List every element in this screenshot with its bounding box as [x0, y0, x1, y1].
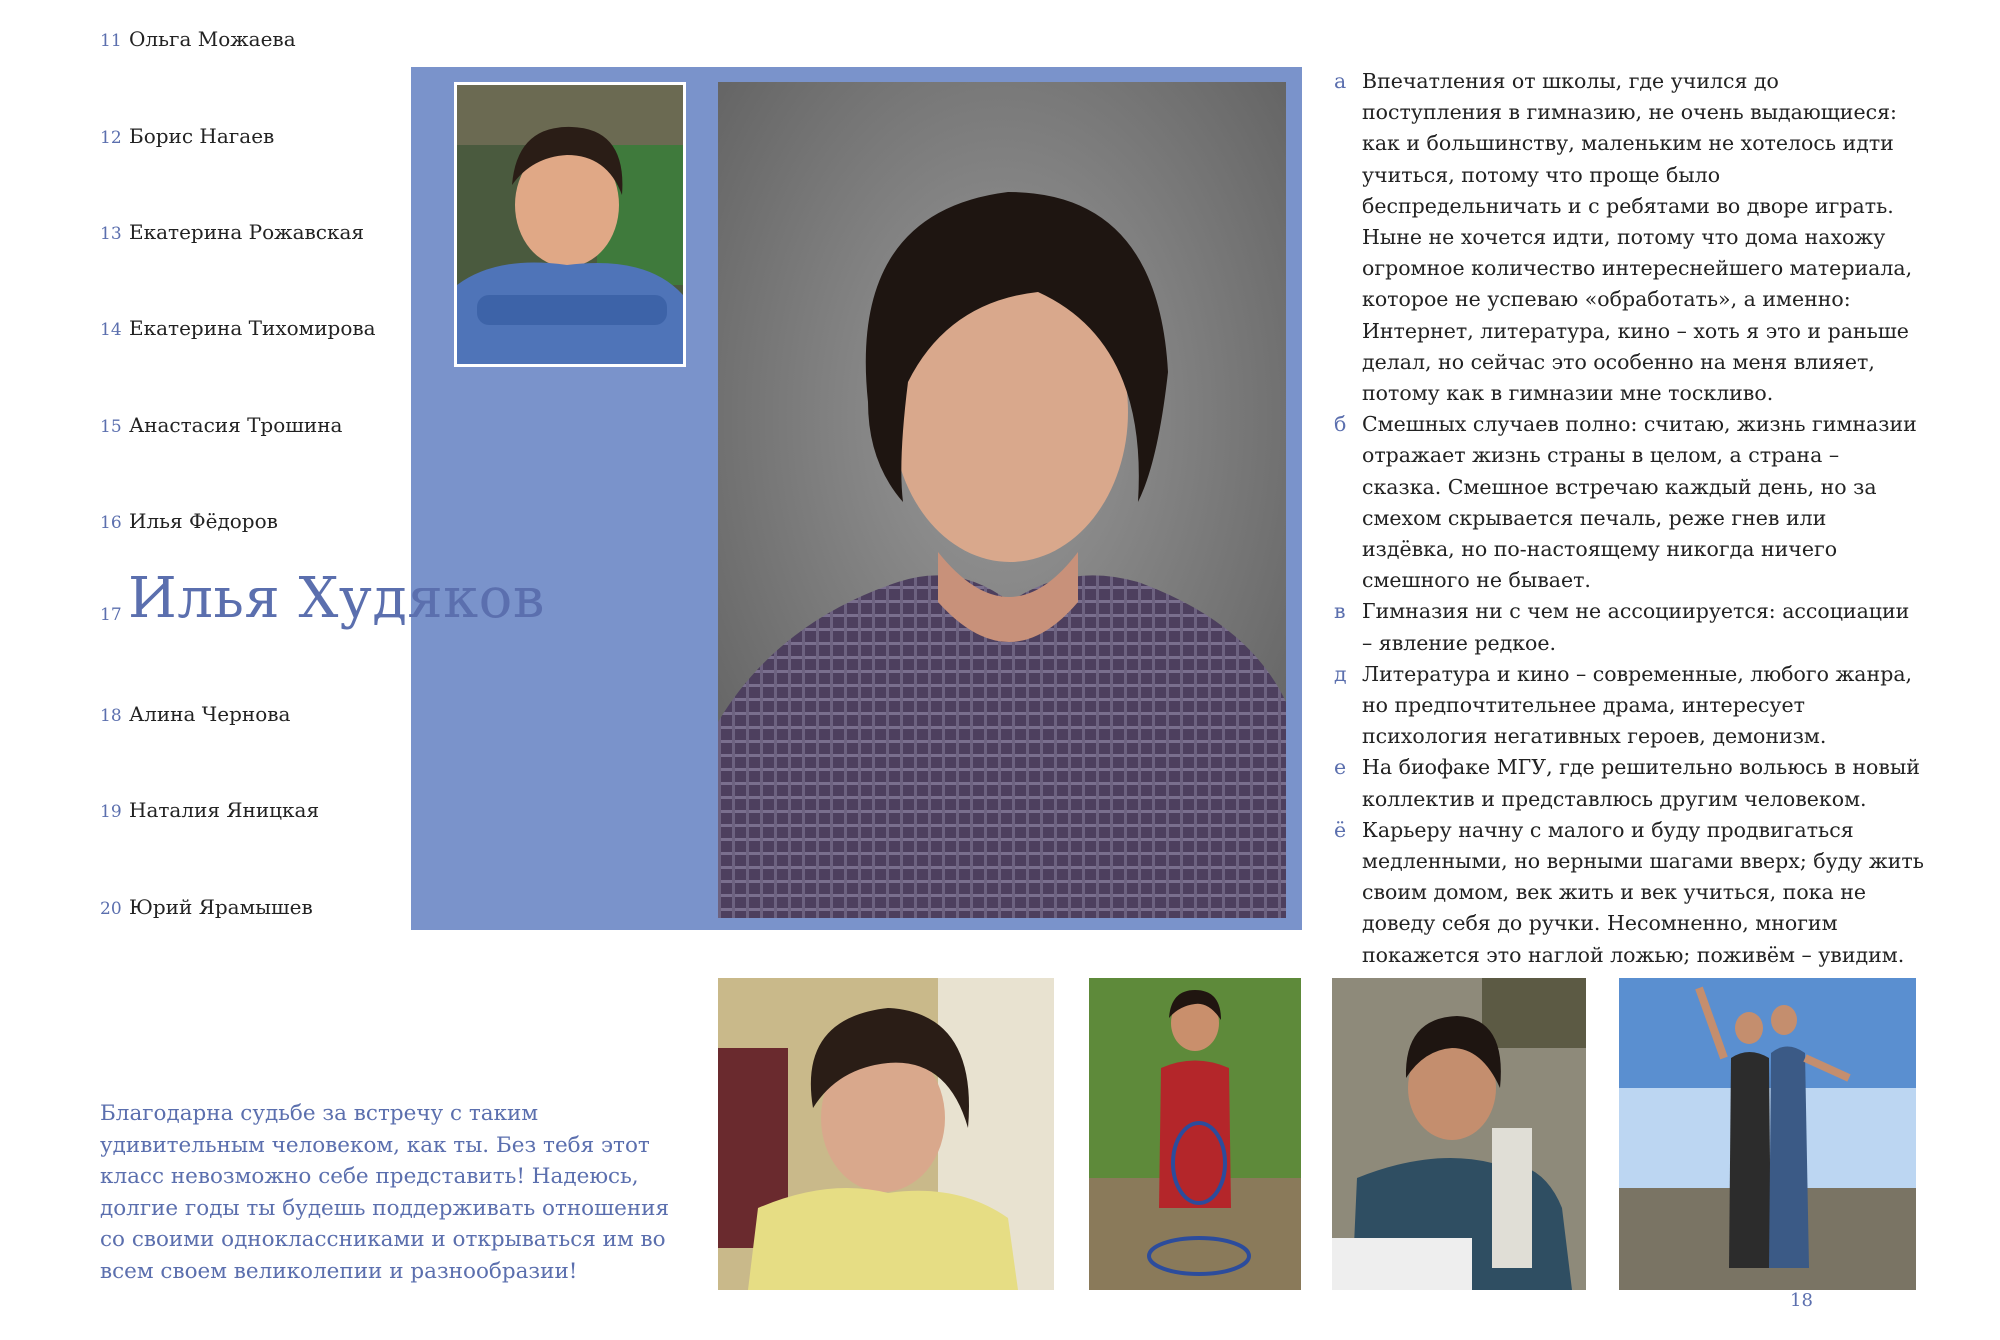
current-index-number: 17	[100, 605, 122, 625]
answer-letter: в	[1334, 599, 1346, 624]
index-item[interactable]	[100, 124, 274, 148]
answer-item	[1334, 409, 1924, 596]
index-number: 15	[100, 417, 122, 437]
answer-item	[1334, 659, 1924, 753]
answer-text: Литература и кино – современные, любого жанра, но предпочтительнее драма, интересует психология негативных героев, демонизм.	[1362, 661, 1913, 749]
answer-letter: е	[1334, 755, 1347, 780]
index-number: 18	[100, 706, 122, 726]
index-name: Алина Чернова	[129, 702, 291, 726]
index-name: Илья Фёдоров	[129, 509, 278, 533]
index-item[interactable]	[100, 220, 364, 244]
answer-letter: д	[1334, 661, 1347, 686]
answer-text: Гимназия ни с чем не ассоциируется: ассоциации – явление редкое.	[1362, 599, 1910, 655]
index-name: Борис Нагаев	[129, 124, 275, 148]
microscope-photo	[1332, 978, 1586, 1290]
index-item[interactable]	[100, 798, 319, 822]
portrait-photo	[718, 82, 1286, 918]
index-name: Екатерина Рожавская	[129, 220, 364, 244]
index-name: Ольга Можаева	[129, 27, 296, 51]
index-number: 19	[100, 802, 122, 822]
questionnaire-answers	[1334, 66, 1924, 971]
index-number: 12	[100, 128, 122, 148]
mountain-photo	[1619, 978, 1916, 1290]
page-number: 18	[1790, 1290, 1813, 1311]
answer-item	[1334, 66, 1924, 409]
index-name: Анастасия Трошина	[129, 413, 343, 437]
dedication-text: Благодарна судьбе за встречу с таким удивительным человеком, как ты. Без тебя этот класс невозможно себе представить! Надеюсь, долгие годы ты будешь поддерживать отношения со своими одноклассниками и открываться им во всем своем великолепии и разнообразии!	[100, 1101, 670, 1284]
answer-letter: а	[1334, 69, 1347, 93]
index-name: Екатерина Тихомирова	[129, 316, 376, 340]
answer-text: Смешных случаев полно: считаю, жизнь гимназии отражает жизнь страны в целом, а страна – сказка. Смешное встречаю каждый день, но за смехом скрывается печаль, реже гнев или издёвка, но по-настоящему никогда ничего смешного не бывает.	[1362, 412, 1917, 593]
answer-text: Карьеру начну с малого и буду продвигаться медленными, но верными шагами вверх; буду жить своим домом, век жить и век учиться, пока не доведу себя до ручки. Несомненно, многим покажется это наглой ложью; поживём – увидим.	[1362, 817, 1924, 967]
answer-text: Впечатления от школы, где учился до поступления в гимназию, не очень выдающиеся: как и большинству, маленьким не хотелось идти учиться, потому что проще было беспредельничать и с ребятами во дворе играть. Ныне не хочется идти, потому что дома нахожу огромное количество интереснейшего материала, которое не успеваю «обработать», а именно: Интернет, литература, кино – хоть я это и раньше делал, но сейчас это особенно на меня влияет, потому как в гимназии мне тоскливо.	[1362, 69, 1913, 406]
childhood-photo	[454, 82, 686, 367]
index-name: Юрий Ярамышев	[129, 895, 313, 919]
index-number: 11	[100, 31, 122, 51]
answer-text: На биофаке МГУ, где решительно вольюсь в новый коллектив и представлюсь другим человеком.	[1362, 755, 1920, 811]
index-item[interactable]	[100, 895, 313, 919]
index-item[interactable]	[100, 27, 296, 51]
answer-item	[1334, 596, 1924, 658]
answer-item	[1334, 815, 1924, 971]
answer-item	[1334, 752, 1924, 814]
index-number: 13	[100, 224, 122, 244]
index-item[interactable]	[100, 413, 342, 437]
student-name-title: Илья Худяков	[128, 566, 545, 631]
index-item[interactable]	[100, 702, 290, 726]
index-number: 14	[100, 320, 122, 340]
answer-letter: ё	[1334, 817, 1347, 842]
answer-letter: б	[1334, 412, 1347, 437]
index-number: 20	[100, 899, 122, 919]
index-item[interactable]	[100, 509, 278, 533]
tennis-photo	[1089, 978, 1301, 1290]
index-item[interactable]	[100, 316, 376, 340]
index-number: 16	[100, 513, 122, 533]
classroom-photo	[718, 978, 1054, 1290]
index-name: Наталия Яницкая	[129, 798, 320, 822]
